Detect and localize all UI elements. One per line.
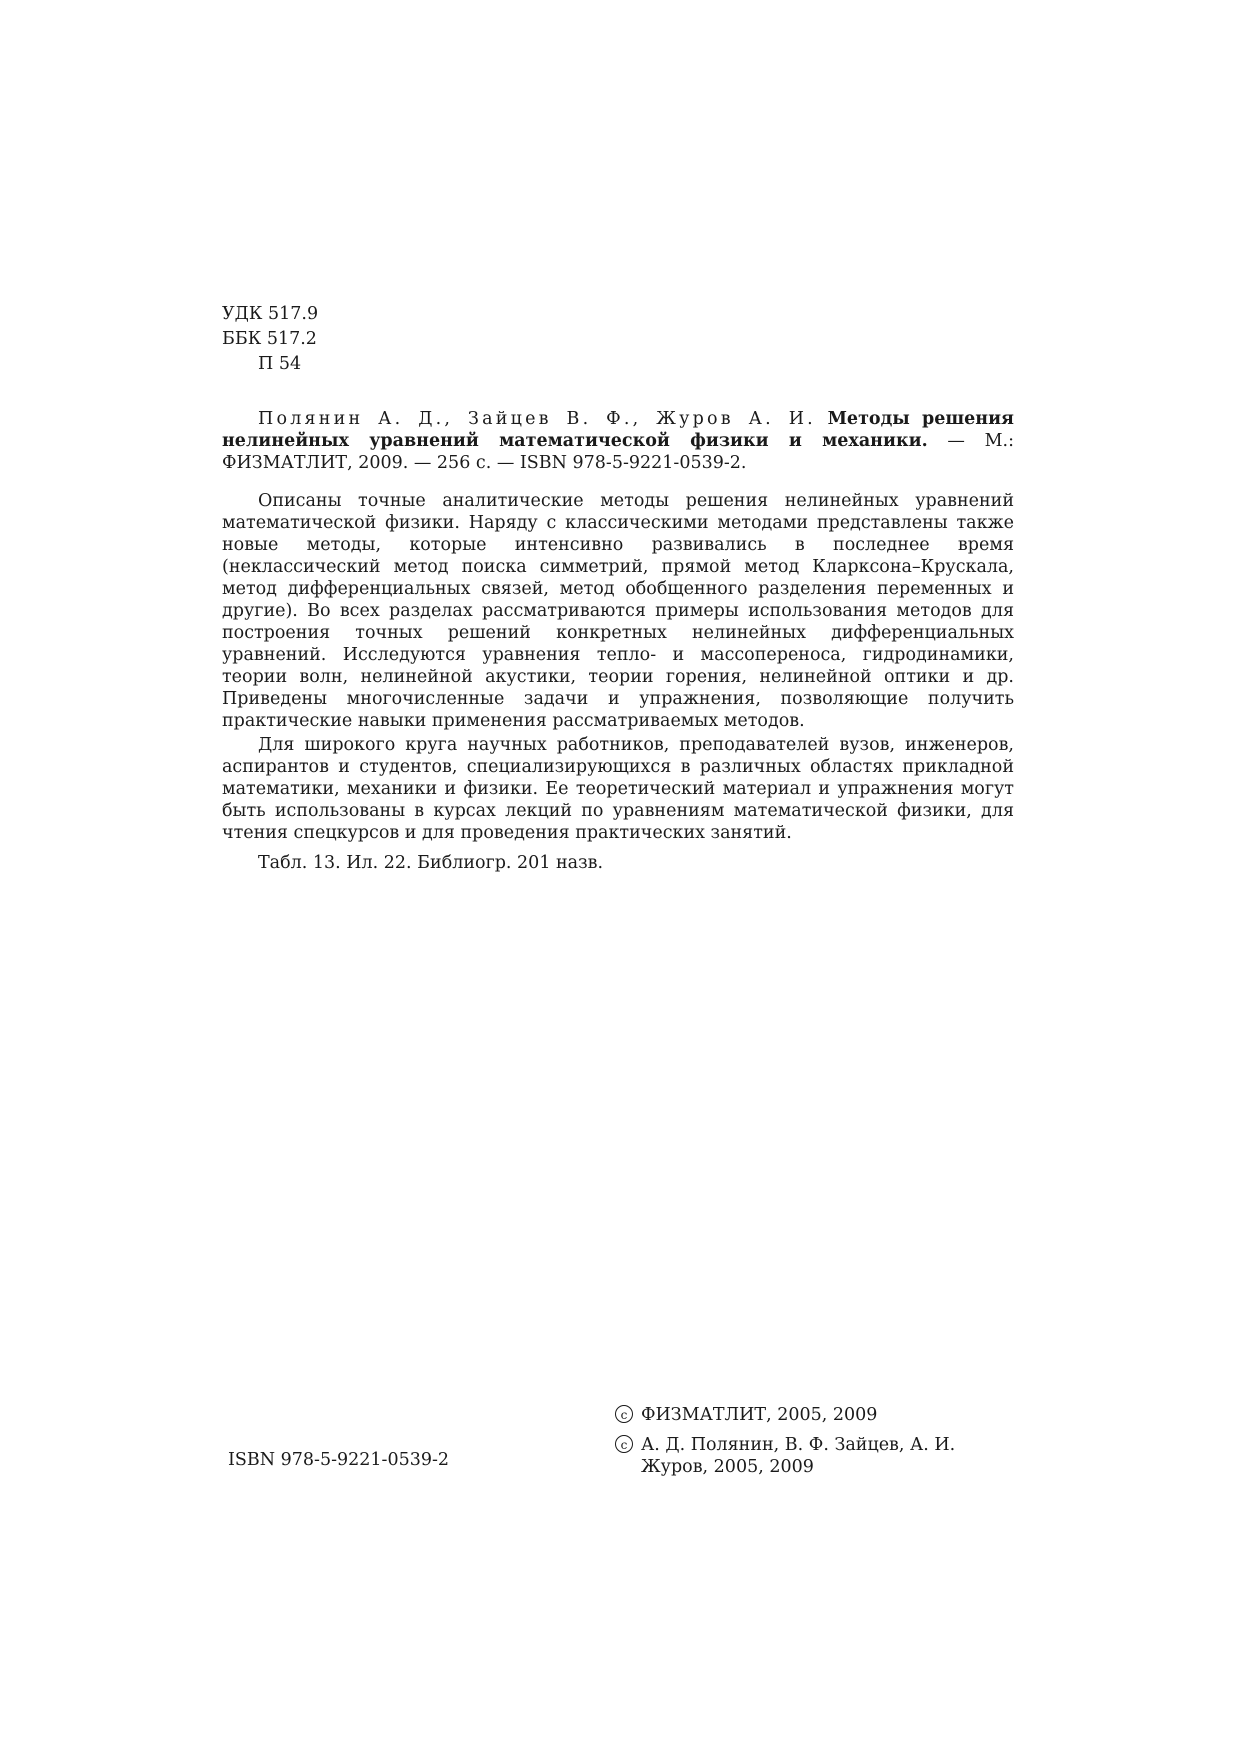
copyright-authors-text: А. Д. Полянин, В. Ф. Зайцев, А. И. Журов, 2005, 2009 [641, 1435, 956, 1477]
bibliographic-entry [222, 408, 1014, 474]
bib-title: Методы решения нелинейных уравнений математической физики и механики. [222, 409, 1014, 451]
author-mark-code: П 54 [258, 354, 302, 374]
abstract-paragraph-1: Описаны точные аналитические методы решения нелинейных уравнений математической физики. Наряду с классическими методами представлены также новые методы, которые интенсивно развивались в последнее время (неклассический метод поиска симметрий, прямой метод Кларксона–Крускала, метод дифференциальных связей, метод обобщенного разделения переменных и другие). Во всех разделах рассматриваются примеры использования методов для построения точных решений конкретных нелинейных дифференциальных уравнений. Исследуются уравнения тепло- и массопереноса, гидродинамики, теории волн, нелинейной акустики, теории горения, нелинейной оптики и др. Приведены многочисленные задачи и упражнения, позволяющие получить практические навыки применения рассматриваемых методов. [222, 491, 1014, 731]
abstract-paragraph-2: Для широкого круга научных работников, преподавателей вузов, инженеров, аспирантов и студентов, специализирующихся в различных областях прикладной математики, механики и физики. Ее теоретический материал и упражнения могут быть использованы в курсах лекций по уравнениям математической физики, для чтения спецкурсов и для проведения практических занятий. [222, 735, 1014, 843]
copyright-block [615, 1404, 1015, 1486]
udk-code: УДК 517.9 [222, 304, 319, 324]
abstract [222, 490, 1014, 874]
bib-authors: Полянин А. Д., Зайцев В. Ф., Журов А. И. [258, 409, 816, 429]
copyright-publisher [615, 1404, 1015, 1426]
copyright-publisher-text: ФИЗМАТЛИТ, 2005, 2009 [641, 1405, 878, 1425]
bib-imprint: — М.: ФИЗМАТЛИТ, 2009. — 256 с. — ISBN 978-5-9221-0539-2. [222, 431, 1014, 473]
copyright-icon: c [615, 1405, 633, 1423]
copyright-icon: c [615, 1435, 633, 1453]
isbn-footer: ISBN 978-5-9221-0539-2 [228, 1450, 450, 1470]
bbk-code: ББК 517.2 [222, 329, 317, 349]
classification-codes [222, 302, 318, 377]
abstract-stats: Табл. 13. Ил. 22. Библиогр. 201 назв. [258, 853, 604, 873]
copyright-authors [615, 1434, 1015, 1478]
